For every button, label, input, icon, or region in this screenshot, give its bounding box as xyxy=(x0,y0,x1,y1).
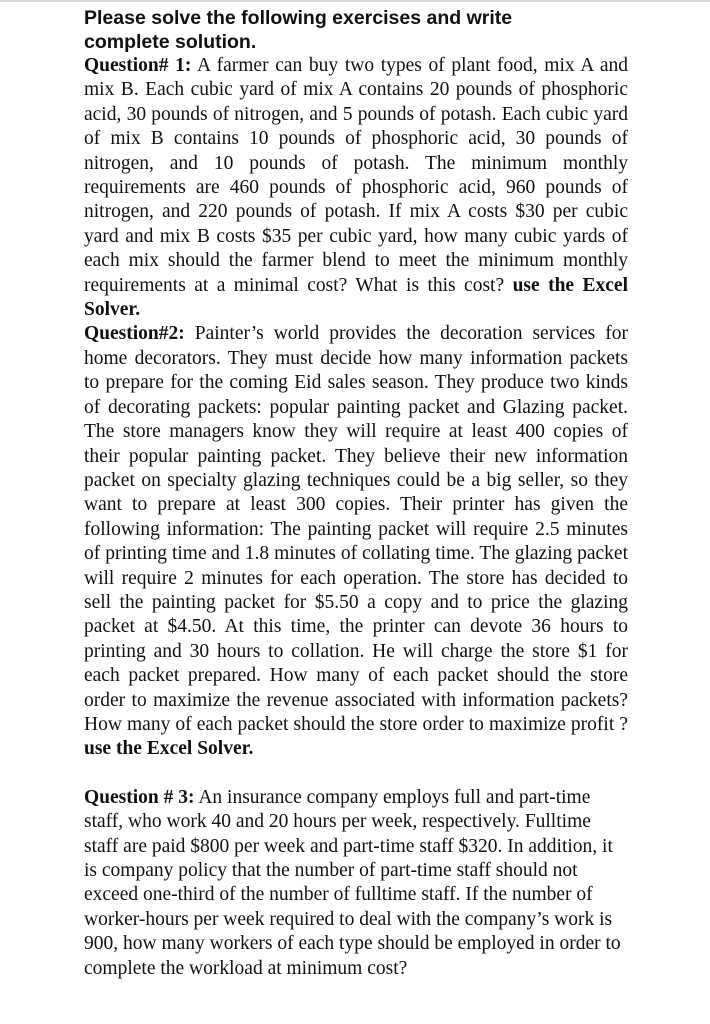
question-3-text: An insurance company employs full and part-time staff, who work 40 and 20 hours per week, respectively. Fulltime staff are paid $800 per week and part-time staff $320. In addition, it is company policy that the number of part-time staff should not exceed one-third of the number of fulltime staff. If the number of worker-hours per week required to deal with the company’s work is 900, how many workers of each type should be employed in order to complete the workload at minimum cost? xyxy=(84,786,621,979)
document-page xyxy=(84,6,628,981)
question-1-label: Question# 1: xyxy=(84,55,192,76)
section-spacer xyxy=(84,762,628,786)
top-divider xyxy=(0,0,710,2)
question-1-text: A farmer can buy two types of plant food, mix A and mix B. Each cubic yard of mix A contains 20 pounds of phosphoric acid, 30 pounds of nitrogen, and 5 pounds of potash. Each cubic yard of mix B contains 10 pounds of phosphoric acid, 30 pounds of nitrogen, and 10 pounds of potash. The minimum monthly requirements are 460 pounds of phosphoric acid, 960 pounds of nitrogen, and 220 pounds of potash. If mix A costs $30 per cubic yard and mix B costs $35 per cubic yard, how many cubic yards of each mix should the farmer blend to meet the minimum monthly requirements at a minimal cost? What is this cost? xyxy=(84,55,628,296)
question-3-label: Question # 3: xyxy=(84,786,195,808)
question-2-tool-note: use the Excel Solver. xyxy=(84,738,254,760)
question-1 xyxy=(84,54,628,322)
question-2-label: Question#2: xyxy=(84,323,185,345)
instructions-heading: Please solve the following exercises and write complete solution. xyxy=(84,7,513,53)
question-2 xyxy=(84,322,628,761)
question-3 xyxy=(84,786,628,981)
question-1-tool-note: use the Excel Solver. xyxy=(84,274,628,321)
question-2-text: Painter’s world provides the decoration services for home decorators. They must decide how many information packets to prepare for the coming Eid sales season. They produce two kinds of decorating packets: popular painting packet and Glazing packet. The store managers know they will require at least 400 copies of their popular painting packet. They believe their new information packet on specialty glazing techniques could be a big seller, so they want to prepare at least 300 copies. Their printer has given the following information: The painting packet will require 2.5 minutes of printing time and 1.8 minutes of collating time. The glazing packet will require 2 minutes for each operation. The store has decided to sell the painting packet for $5.50 a copy and to price the glazing packet at $4.50. At this time, the printer can devote 36 hours to printing and 30 hours to collation. He will charge the store $1 for each packet prepared. How many of each packet should the store order to maximize the revenue associated with information packets? How many of each packet should the store order to maximize profit ? xyxy=(84,323,628,735)
